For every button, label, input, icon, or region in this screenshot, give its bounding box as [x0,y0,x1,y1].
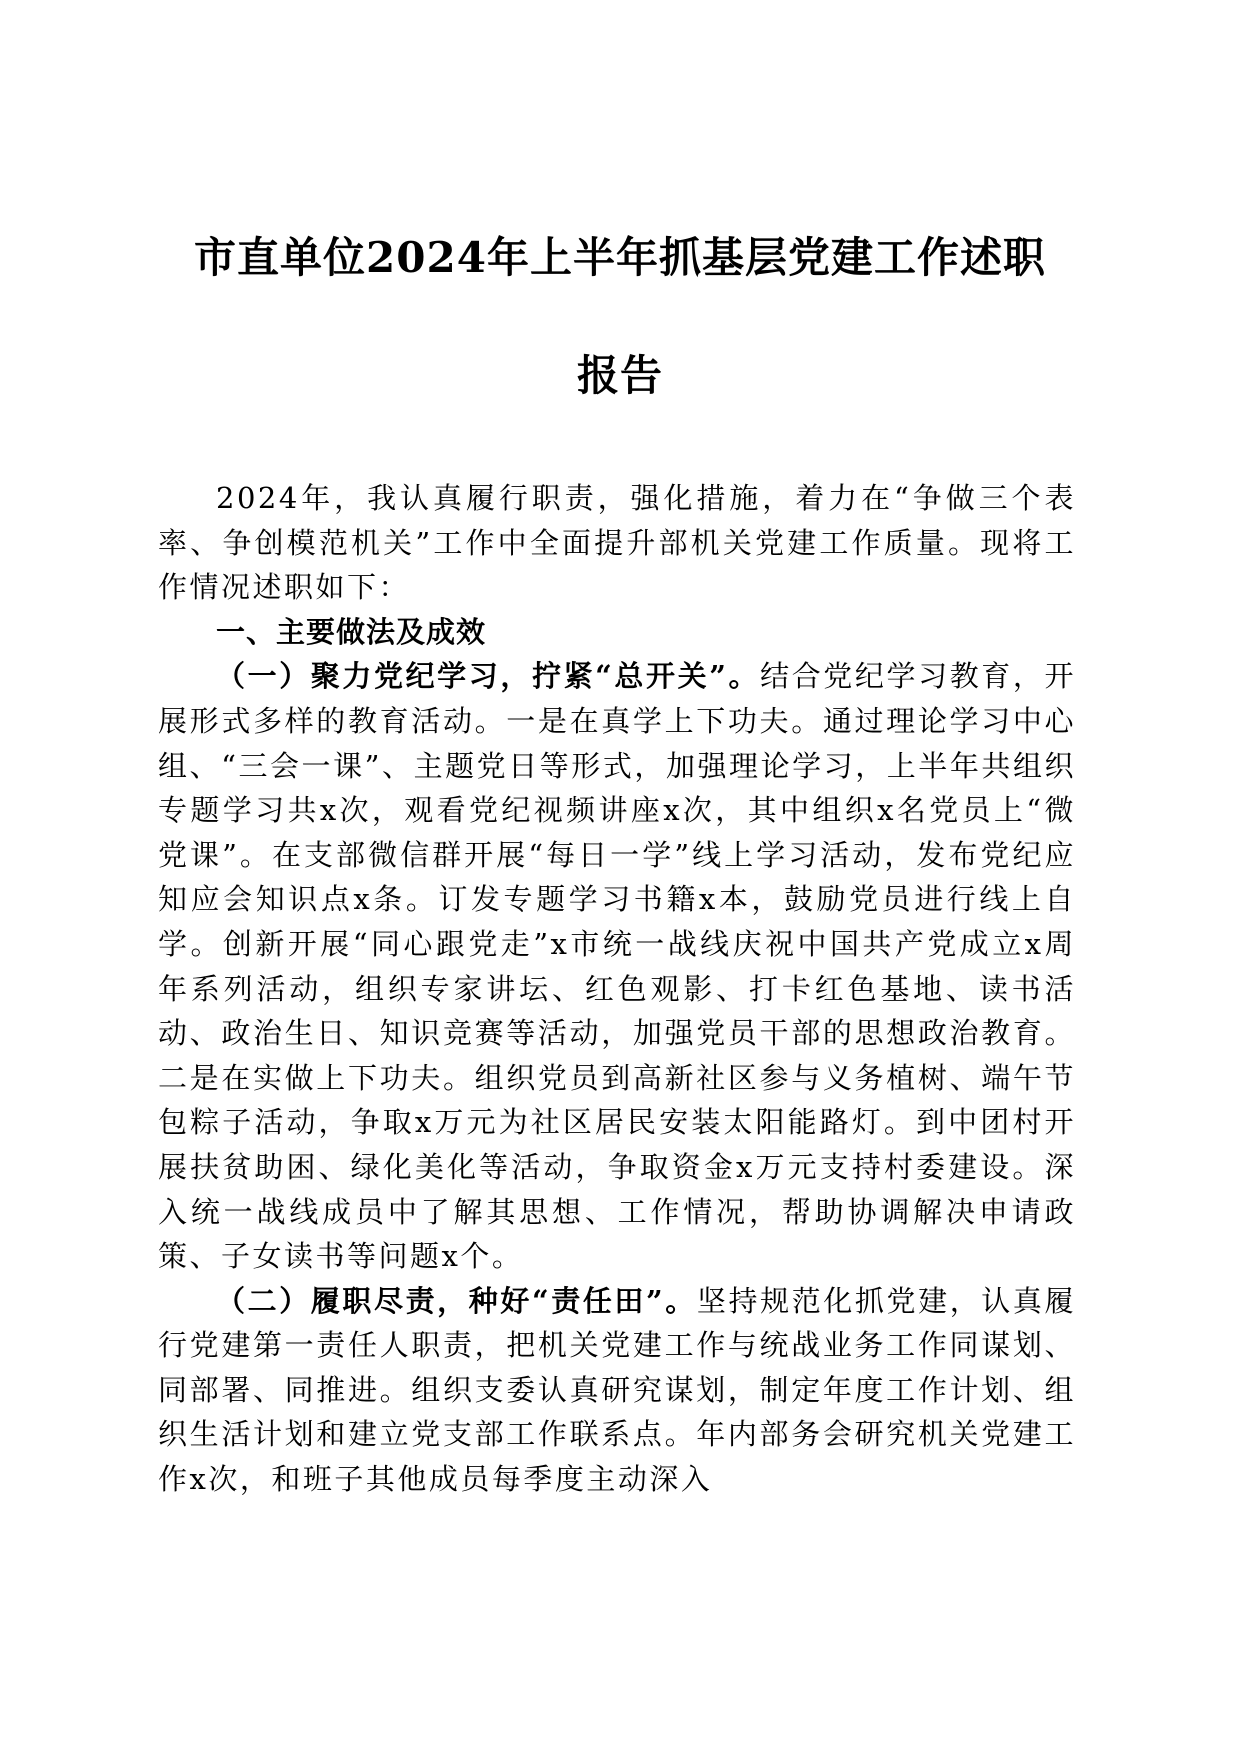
intro-paragraph: 2024年，我认真履行职责，强化措施，着力在“争做三个表率、争创模范机关”工作中全面提升部机关党建工作质量。现将工作情况述职如下： [158,481,1076,605]
document-body [158,476,1076,1502]
document-title-line-2: 报告 [576,351,663,400]
document-title-line-1: 市直单位2024年上半年抓基层党建工作述职 [194,233,1046,282]
item-1-text: 结合党纪学习教育，开展形式多样的教育活动。一是在真学上下功夫。通过理论学习中心组、“三会一课”、主题党日等形式，加强理论学习，上半年共组织专题学习共x次，观看党纪视频讲座x次，其中组织x名党员上“微党课”。在支部微信群开展“每日一学”线上学习活动，发布党纪应知应会知识点x条。订发专题学习书籍x本，鼓励党员进行线上自学。创新开展“同心跟党走”x市统一战线庆祝中国共产党成立x周年系列活动，组织专家讲坛、红色观影、打卡红色基地、读书活动、政治生日、知识竞赛等活动，加强党员干部的思想政治教育。二是在实做上下功夫。组织党员到高新社区参与义务植树、端午节包粽子活动，争取x万元为社区居民安装太阳能路灯。到中团村开展扶贫助困、绿化美化等活动，争取资金x万元支持村委建设。深入统一战线成员中了解其思想、工作情况，帮助协调解决申请政策、子女读书等问题x个。 [158,659,1076,1274]
paragraph-item-2 [158,1279,1076,1502]
item-2-text: 坚持规范化抓党建，认真履行党建第一责任人职责，把机关党建工作与统战业务工作同谋划、同部署、同推进。组织支委认真研究谋划，制定年度工作计划、组织生活计划和建立党支部工作联系点。年内部务会研究机关党建工作x次，和班子其他成员每季度主动深入 [158,1283,1076,1497]
section-heading: 一、主要做法及成效 [216,614,487,649]
paragraph-item-1 [158,654,1076,1278]
item-2-heading: （二）履职尽责，种好“责任田”。 [216,1283,697,1318]
item-1-heading: （一）聚力党纪学习，拧紧“总开关”。 [216,659,761,694]
